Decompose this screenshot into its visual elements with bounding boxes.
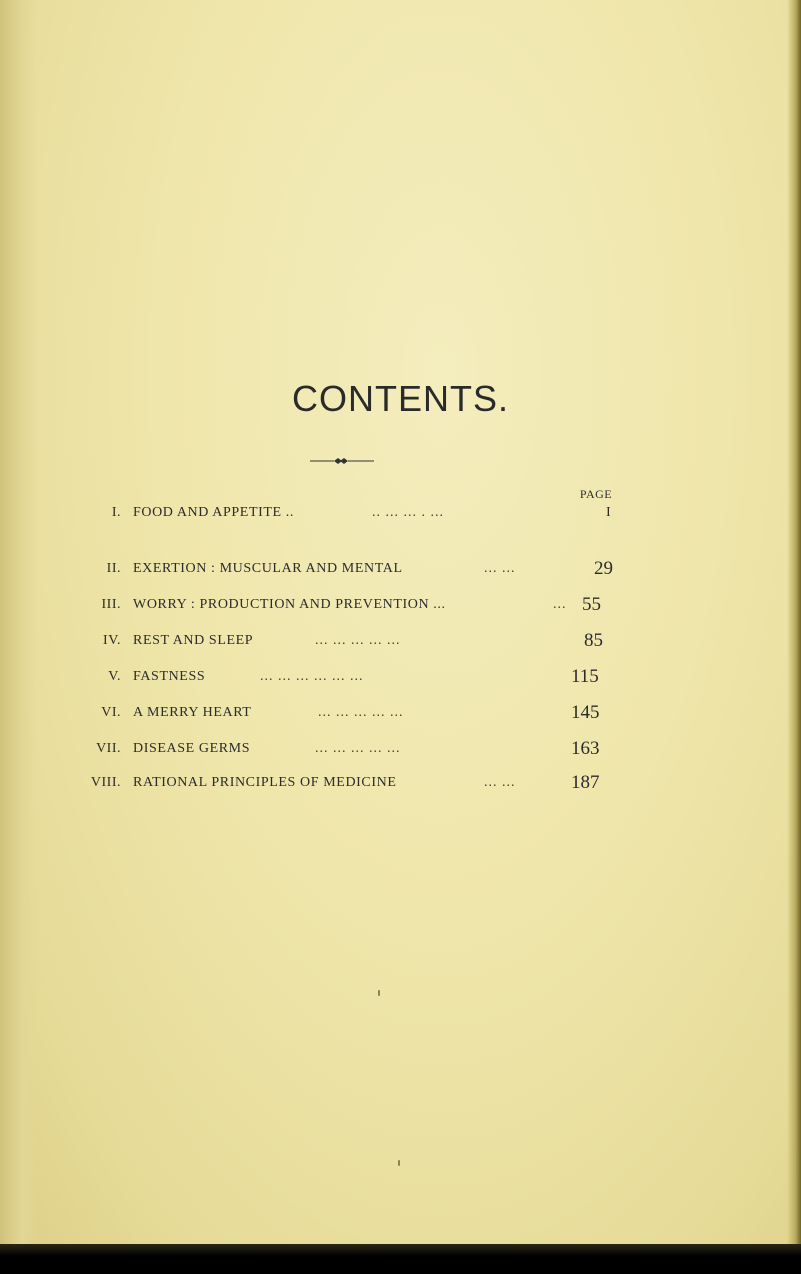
page-number: I xyxy=(606,505,611,520)
chapter-number: VIII. xyxy=(90,775,121,790)
contents-entry xyxy=(0,505,801,533)
contents-entry xyxy=(0,630,801,661)
chapter-title: REST AND SLEEP xyxy=(133,633,254,648)
chapter-title: FASTNESS xyxy=(133,669,206,684)
contents-entry xyxy=(0,594,801,625)
contents-entry xyxy=(0,558,801,589)
dot-leader: ... ... xyxy=(484,775,516,790)
contents-entry xyxy=(0,772,801,803)
chapter-number: VII. xyxy=(96,741,121,756)
dot-leader: ... ... ... ... ... ... xyxy=(260,669,364,684)
contents-entry xyxy=(0,738,801,769)
chapter-title: DISEASE GERMS xyxy=(133,741,251,756)
page-bottom-shadow xyxy=(0,1244,801,1274)
page-number: 163 xyxy=(571,738,600,759)
paper-speck xyxy=(378,990,380,996)
page-number: 85 xyxy=(584,630,603,651)
page-number: 55 xyxy=(582,594,601,615)
dot-leader: ... ... xyxy=(484,561,516,576)
chapter-number: I. xyxy=(111,505,121,520)
chapter-title: FOOD AND APPETITE .. xyxy=(133,505,294,520)
ornament-rule xyxy=(310,456,374,466)
chapter-title: A MERRY HEART xyxy=(133,705,252,720)
chapter-title: WORRY : PRODUCTION AND PREVENTION ... xyxy=(133,597,446,612)
chapter-title: RATIONAL PRINCIPLES OF MEDICINE xyxy=(133,775,397,790)
page-number: 187 xyxy=(571,772,600,793)
page-number: 29 xyxy=(594,558,613,579)
chapter-number: II. xyxy=(106,561,121,576)
chapter-title: EXERTION : MUSCULAR AND MENTAL xyxy=(133,561,403,576)
dot-leader: ... ... ... ... ... xyxy=(315,741,401,756)
contents-heading: CONTENTS. xyxy=(291,378,509,419)
contents-entry xyxy=(0,666,801,697)
chapter-number: VI. xyxy=(101,705,121,720)
chapter-number: V. xyxy=(108,669,121,684)
dot-leader: ... ... ... ... ... xyxy=(318,705,404,720)
paper-speck xyxy=(398,1160,400,1166)
contents-entry xyxy=(0,702,801,733)
page-column-label: PAGE xyxy=(579,487,613,501)
chapter-number: III. xyxy=(101,597,121,612)
dot-leader: .. ... ... . ... xyxy=(372,505,444,520)
page-number: 145 xyxy=(571,702,600,723)
page-number: 115 xyxy=(571,666,599,687)
chapter-number: IV. xyxy=(103,633,121,648)
dot-leader: ... xyxy=(553,597,567,612)
dot-leader: ... ... ... ... ... xyxy=(315,633,401,648)
